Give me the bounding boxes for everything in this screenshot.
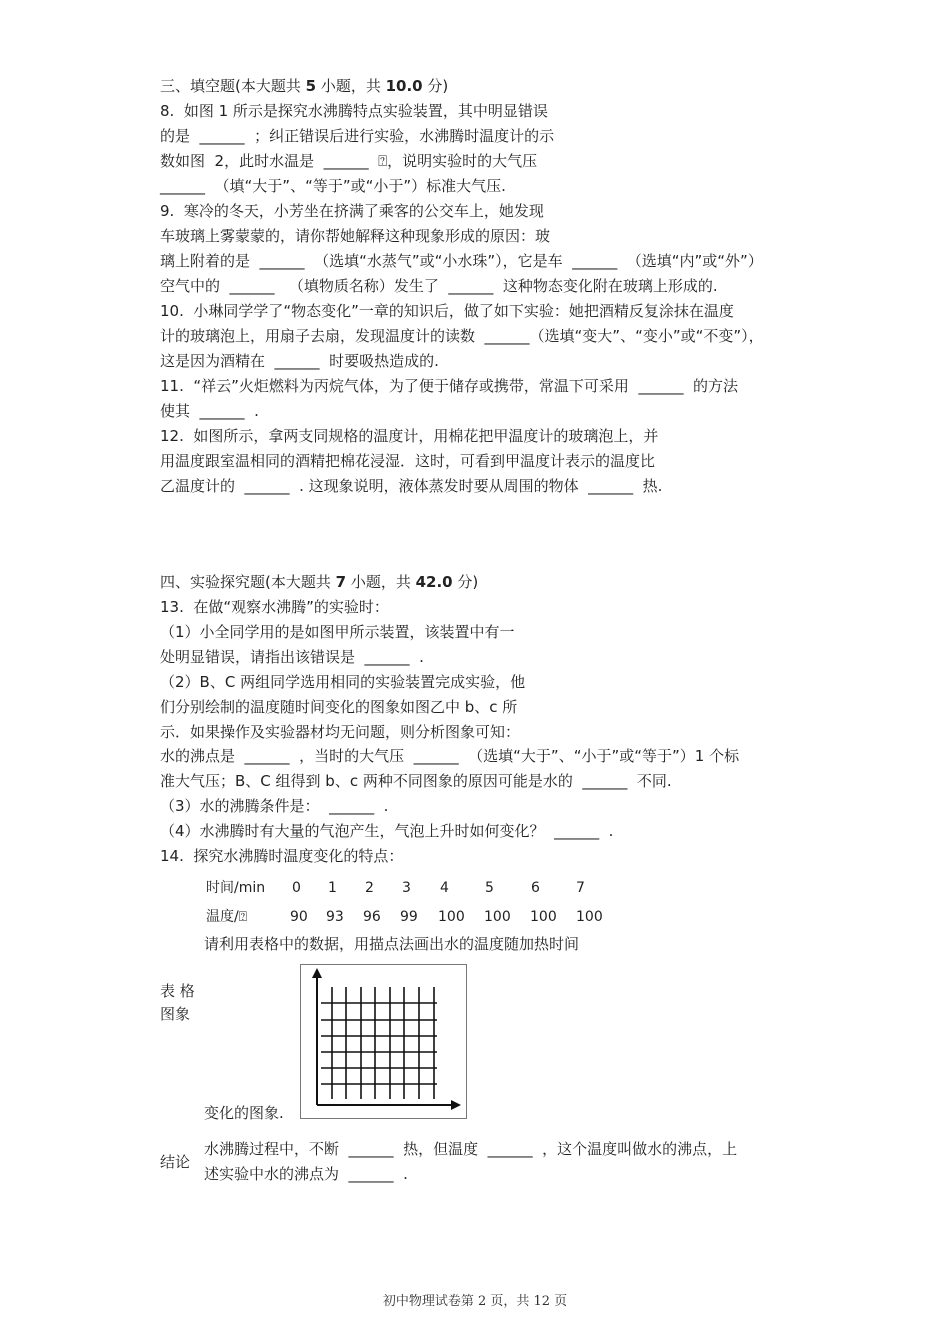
graph-frame	[300, 964, 467, 1119]
q13-line-5: 们分别绘制的温度随时间变化的图象如图乙中 b、c 所	[160, 698, 518, 716]
table-cell: 7	[576, 880, 585, 896]
temp-label: 温度/⍰	[206, 909, 248, 925]
q12-line-2: 用温度跟室温相同的酒精把棉花浸湿．这时，可看到甲温度计表示的温度比	[160, 452, 656, 470]
blank-grid	[301, 965, 466, 1118]
q10-line-1: 10. 小琳同学学了“物态变化”一章的知识后，做了如下实验：她把酒精反复涂抹在温度	[160, 302, 734, 320]
q9-line-4: 空气中的 ______ （填物质名称）发生了 ______ 这种物态变化附在玻璃上形成的.	[160, 277, 718, 295]
table-cell: 100	[484, 909, 511, 925]
table-cell: 1	[328, 880, 337, 896]
q13-line-1: 13. 在做“观察水沸腾”的实验时：	[160, 598, 389, 616]
q12-line-3: 乙温度计的 ______ . 这现象说明，液体蒸发时要从周围的物体 ______ 热.	[160, 477, 663, 495]
table-cell: 100	[530, 909, 557, 925]
table-cell: 4	[440, 880, 449, 896]
q14-title: 14. 探究水沸腾时温度变化的特点：	[160, 847, 404, 865]
q11-line-2: 使其 ______ .	[160, 402, 259, 420]
table-cell: 100	[438, 909, 465, 925]
table-cell: 2	[365, 880, 374, 896]
table-cell: 96	[363, 909, 381, 925]
conclusion-label: 结论	[160, 1153, 191, 1171]
q14-graph-tail: 变化的图象.	[204, 1104, 284, 1122]
table-cell: 5	[485, 880, 494, 896]
graph-label-2: 图象	[160, 1005, 191, 1023]
q9-line-2: 车玻璃上雾蒙蒙的，请你帮她解释这种现象形成的原因：玻	[160, 227, 551, 245]
q13-line-4: （2）B、C 两组同学选用相同的实验装置完成实验，他	[160, 673, 526, 691]
table-cell: 100	[576, 909, 603, 925]
q9-line-1: 9. 寒冷的冬天，小芳坐在挤满了乘客的公交车上，她发现	[160, 202, 544, 220]
q9-line-3: 璃上附着的是 ______ （选填“水蒸气”或“小水珠”），它是车 ______ （选填“内”或“外”）	[160, 252, 763, 270]
q8-line-3: 数如图 2，此时水温是 ______ ⍰，说明实验时的大气压	[160, 152, 538, 170]
page-footer: 初中物理试卷第 2 页，共 12 页	[382, 1294, 568, 1309]
table-cell: 93	[326, 909, 344, 925]
q8-line-2: 的是 ______ ；纠正错误后进行实验，水沸腾时温度计的示	[160, 127, 555, 145]
q13-line-10: （4）水沸腾时有大量的气泡产生，气泡上升时如何变化？ ______ .	[160, 822, 614, 840]
time-label: 时间/min	[206, 880, 266, 896]
section-3-heading: 三、填空题(本大题共 5 小题，共 10.0 分)	[160, 77, 449, 95]
q13-line-9: （3）水的沸腾条件是： ______ .	[160, 797, 389, 815]
q10-line-3: 这是因为酒精在 ______ 时要吸热造成的.	[160, 352, 439, 370]
q8-line-4: ______ （填“大于”、“等于”或“小于”）标准大气压.	[160, 177, 506, 195]
table-cell: 90	[290, 909, 308, 925]
conclusion-line-1: 水沸腾过程中，不断 ______ 热，但温度 ______ ，这个温度叫做水的沸点，上	[204, 1140, 738, 1158]
q13-line-8: 准大气压；B、C 组得到 b、c 两种不同图象的原因可能是水的 ______ 不同.	[160, 772, 672, 790]
table-cell: 3	[402, 880, 411, 896]
graph-label-1: 表 格	[160, 982, 195, 1000]
section-4-heading: 四、实验探究题(本大题共 7 小题，共 42.0 分)	[160, 573, 479, 591]
q13-line-6: 示．如果操作及实验器材均无问题，则分析图象可知：	[160, 723, 521, 741]
q8-line-1: 8. 如图 1 所示是探究水沸腾特点实验装置，其中明显错误	[160, 102, 548, 120]
q14-instruction: 请利用表格中的数据，用描点法画出水的温度随加热时间	[204, 935, 580, 953]
q13-line-3: 处明显错误，请指出该错误是 ______ .	[160, 648, 424, 666]
q13-line-2: （1）小全同学用的是如图甲所示装置，该装置中有一	[160, 623, 515, 641]
q12-line-1: 12. 如图所示，拿两支同规格的温度计，用棉花把甲温度计的玻璃泡上，并	[160, 427, 659, 445]
table-cell: 99	[400, 909, 418, 925]
q11-line-1: 11. “祥云”火炬燃料为丙烷气体，为了便于储存或携带，常温下可采用 ______ 的方法	[160, 377, 739, 395]
table-cell: 6	[531, 880, 540, 896]
q10-line-2: 计的玻璃泡上，用扇子去扇，发现温度计的读数 ______（选填“变大”、“变小”或“不变”），	[160, 327, 764, 345]
table-cell: 0	[292, 880, 301, 896]
q13-line-7: 水的沸点是 ______ ，当时的大气压 ______ （选填“大于”、“小于”或“等于”）1 个标	[160, 747, 740, 765]
conclusion-line-2: 述实验中水的沸点为 ______ .	[204, 1165, 408, 1183]
